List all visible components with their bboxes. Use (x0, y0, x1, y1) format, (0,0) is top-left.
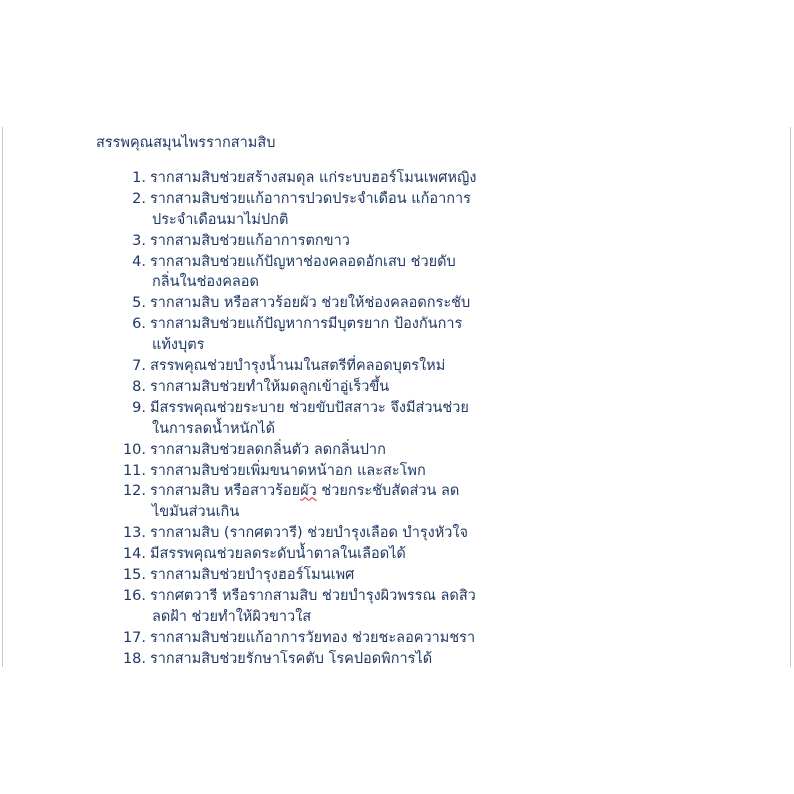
document-title: สรรพคุณสมุนไพรรากสามสิบ (96, 135, 276, 151)
list-item-text-continued: กลิ่นในช่องคลอด (152, 274, 259, 291)
list-item (0, 461, 794, 482)
list-item (0, 565, 794, 586)
list-item-text-continued: ในการลดน้ำหนักได้ (152, 420, 276, 437)
list-item (0, 628, 794, 649)
list-item (0, 440, 794, 461)
list-item-number: 14. (122, 546, 146, 563)
list-item-text: รากสามสิบ หรือสาวร้อยผัว ช่วยกระชับสัดส่วน ลด (150, 483, 460, 500)
list-item-text: รากสามสิบ หรือสาวร้อยผัว ช่วยให้ช่องคลอดกระชับ (150, 295, 471, 312)
list-item (0, 252, 794, 294)
list-item-number: 18. (122, 650, 146, 667)
list-item-text: มีสรรพคุณช่วยลดระดับน้ำตาลในเลือดได้ (150, 546, 406, 563)
list-item-number: 15. (122, 567, 146, 583)
list-item-number: 7. (132, 358, 146, 375)
list-item-text: รากสามสิบช่วยแก้อาการปวดประจำเดือน แก้อาการ (150, 190, 471, 207)
list-item (0, 168, 794, 189)
list-item-text: รากสามสิบช่วยแก้ปัญหาช่องคลอดอักเสบ ช่วยดับ (150, 253, 456, 270)
list-item-number: 13. (122, 525, 146, 542)
list-item (0, 649, 794, 670)
list-item-number: 4. (132, 253, 146, 270)
list-item-number: 3. (132, 232, 146, 249)
list-item (0, 481, 794, 523)
list-item-text-continued: ลดฝ้า ช่วยทำให้ผิวขาวใส (152, 608, 312, 625)
list-item-number: 16. (122, 587, 146, 604)
list-item (0, 544, 794, 565)
list-item-text-continued: ประจำเดือนมาไม่ปกติ (152, 211, 289, 228)
list-item-text: รากสามสิบช่วยแก้อาการวัยทอง ช่วยชะลอความชรา (150, 629, 476, 646)
list-item-text-continued: ไขมันส่วนเกิน (152, 504, 240, 521)
list-item-text: รากสามสิบ (รากศตวารี) ช่วยบำรุงเลือด บำรุงหัวใจ (150, 525, 469, 542)
list-item (0, 293, 794, 314)
list-item-text: รากสามสิบช่วยลดกลิ่นตัว ลดกลิ่นปาก (150, 441, 386, 458)
list-item (0, 231, 794, 252)
list-item (0, 377, 794, 398)
list-item (0, 586, 794, 628)
list-item-number: 11. (122, 462, 146, 479)
list-item-text: รากสามสิบช่วยแก้ปัญหาการมีบุตรยาก ป้องกันการ (150, 316, 463, 333)
list-item (0, 189, 794, 231)
list-item-number: 10. (122, 441, 146, 458)
list-item (0, 356, 794, 377)
list-item-text: รากสามสิบช่วยแก้อาการตกขาว (150, 232, 350, 249)
list-item-number: 2. (132, 190, 146, 207)
list-item (0, 398, 794, 440)
list-item (0, 314, 794, 356)
list-item-number: 5. (132, 295, 146, 312)
list-item-text: รากสามสิบช่วยทำให้มดลูกเข้าอู่เร็วขึ้น (150, 378, 390, 395)
list-item-number: 8. (132, 378, 146, 395)
benefit-list (0, 168, 794, 669)
list-item-number: 1. (132, 170, 146, 186)
list-item-text: รากศตวารี หรือรากสามสิบ ช่วยบำรุงผิวพรรณ ลดสิว (150, 587, 476, 604)
list-item-text: รากสามสิบช่วยรักษาโรคตับ โรคปอดพิการได้ (150, 650, 433, 667)
list-item-number: 12. (122, 483, 146, 500)
list-item-text: รากสามสิบช่วยเพิ่มขนาดหน้าอก และสะโพก (150, 462, 426, 479)
list-item-number: 17. (122, 629, 146, 646)
list-item-text: มีสรรพคุณช่วยระบาย ช่วยขับปัสสาวะ จึงมีส่วนช่วย (150, 399, 469, 416)
list-item (0, 523, 794, 544)
list-item-text: สรรพคุณช่วยบำรุงน้ำนมในสตรีที่คลอดบุตรใหม่ (150, 358, 446, 375)
list-item-text-continued: แท้งบุตร (152, 337, 205, 354)
list-item-number: 6. (132, 316, 146, 333)
list-item-number: 9. (132, 399, 146, 416)
list-item-text: รากสามสิบช่วยสร้างสมดุล แก่ระบบฮอร์โมนเพศหญิง (150, 170, 477, 186)
list-item-text: รากสามสิบช่วยบำรุงฮอร์โมนเพศ (150, 567, 355, 583)
